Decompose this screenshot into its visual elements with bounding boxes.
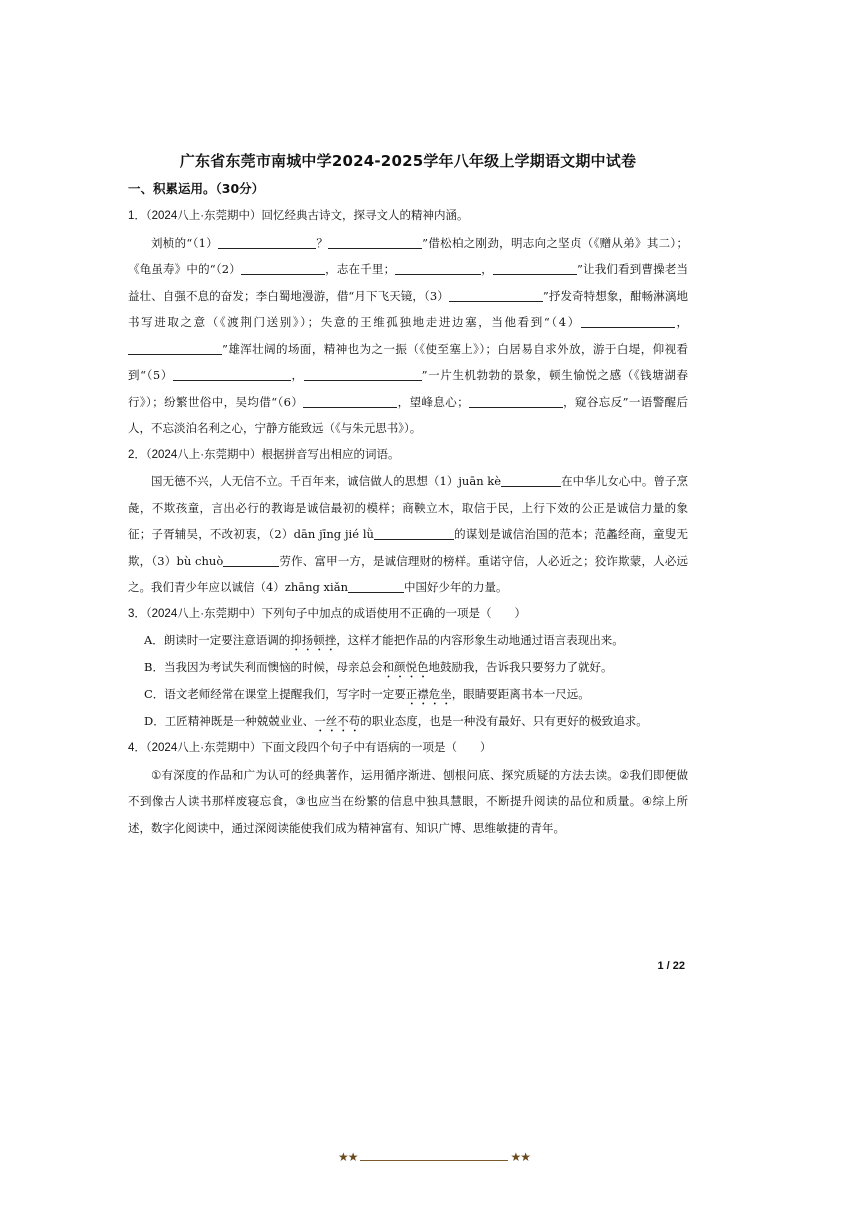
answer-blank[interactable] bbox=[501, 472, 561, 487]
text: ？ bbox=[316, 235, 329, 250]
text: 中国好少年的力量。 bbox=[404, 580, 508, 594]
answer-blank[interactable] bbox=[304, 366, 422, 381]
option-c[interactable] bbox=[128, 681, 688, 708]
question-4 bbox=[128, 735, 688, 841]
text: B．当我因为考试失利而懊恼的时候，母亲总会 bbox=[144, 660, 383, 674]
star-icon: ★★ bbox=[338, 1150, 358, 1164]
text: C．语文老师经常在课堂上提醒我们，写字时一定要 bbox=[144, 687, 406, 701]
text: ”雄浑壮阔的场面，精神也为之一振（《使至塞上》）；白居易自求外放，游于白堤，仰视看到“（5） bbox=[128, 341, 688, 382]
page-number: 1 / 22 bbox=[657, 960, 685, 972]
text: ，窥谷忘反”一语警醒后人，不忘淡泊名利之心，宁静方能致远（《与朱元思书》）。 bbox=[128, 394, 688, 435]
text: D．工匠精神既是一种兢兢业业、 bbox=[144, 714, 315, 728]
dotted-idiom: 和颜悦色 bbox=[382, 660, 429, 674]
circled-number: ③ bbox=[295, 794, 307, 808]
text: 的职业态度，也是一种没有最好、只有更好的极致追求。 bbox=[360, 714, 648, 728]
text: ，这样才能把作品的内容形象生动地通过语言表现出来。 bbox=[336, 633, 624, 647]
text: ， bbox=[290, 368, 304, 382]
answer-blank[interactable] bbox=[223, 552, 279, 567]
exam-title: 广东省东莞市南城中学2024-2025学年八年级上学期语文期中试卷 bbox=[179, 152, 637, 170]
star-icon: ★★ bbox=[510, 1150, 530, 1164]
text: 刘桢的“（1） bbox=[151, 235, 219, 250]
question-3 bbox=[128, 601, 688, 736]
question-3-head: 3．（2024八上·东莞期中）下列句子中加点的成语使用不正确的一项是（ ） bbox=[128, 607, 527, 620]
sentence: 我们即便做不到像古人读书那样废寝忘食， bbox=[128, 767, 689, 808]
sentence: 有深度的作品和广为认可的经典著作，运用循序渐进、刨根问底、探究质疑的方法去读。 bbox=[161, 767, 620, 782]
answer-blank[interactable] bbox=[581, 313, 675, 328]
text: ”一片生机勃勃的景象，顿生愉悦之感（《钱塘湖春行》）；纷繁世俗中，吴均借“（6） bbox=[128, 368, 688, 409]
question-2-head: 2．（2024八上·东莞期中）根据拼音写出相应的词语。 bbox=[128, 448, 400, 461]
text: 地鼓励我，告诉我只要努力了就好。 bbox=[428, 660, 613, 674]
option-d[interactable] bbox=[128, 708, 688, 735]
dotted-idiom: 一丝不苟 bbox=[314, 714, 361, 728]
answer-blank[interactable] bbox=[128, 340, 222, 355]
answer-blank[interactable] bbox=[173, 366, 291, 381]
answer-blank[interactable] bbox=[395, 260, 481, 275]
text: A．朗读时一定要注意语调的 bbox=[144, 633, 291, 647]
dotted-idiom: 正襟危坐 bbox=[405, 687, 452, 701]
answer-blank[interactable] bbox=[241, 260, 325, 275]
question-2 bbox=[128, 442, 688, 601]
question-4-head: 4．（2024八上·东莞期中）下面文段四个句子中有语病的一项是（ ） bbox=[128, 742, 492, 754]
answer-blank[interactable] bbox=[493, 260, 577, 275]
text: 在中华儿女心中。曾子烹彘，不欺孩童，言出必行的教诲是诚信最初的模样；商鞅立木，取信于民，上行下效的公正是诚信力量的象征；子胥辅吴，不改初衷，（2）dān jīng jié lǜ bbox=[128, 474, 689, 541]
text: ，望峰息心； bbox=[397, 394, 469, 409]
question-2-body bbox=[128, 468, 688, 601]
answer-blank[interactable] bbox=[303, 393, 397, 408]
dotted-idiom: 抑扬顿挫 bbox=[290, 633, 337, 647]
circled-number: ② bbox=[619, 767, 630, 782]
option-b[interactable] bbox=[128, 654, 688, 681]
text: ”让我们看到曹操老当益壮、自强不息的奋发；李白蜀地漫游，借“月下飞天镜，（3） bbox=[128, 262, 689, 303]
answer-blank[interactable] bbox=[449, 287, 543, 302]
text: ，志在千里； bbox=[324, 262, 396, 276]
answer-blank[interactable] bbox=[469, 393, 563, 408]
exam-page bbox=[128, 150, 688, 841]
question-1-head: 1．（2024八上·东莞期中）回忆经典古诗文，探寻文人的精神内涵。 bbox=[128, 210, 469, 222]
text: 劳作、富甲一方，是诚信理财的榜样。重诺守信，人必近之；狡诈欺蒙，人必远之。我们青少年应以诚信（4）zhāng xiǎn bbox=[128, 553, 689, 594]
footer-ornament bbox=[338, 1150, 530, 1170]
text: ”借松柏之刚劲，明志向之坚贞（《赠从弟》其二）；《龟虽寿》中的“（2） bbox=[128, 235, 688, 276]
answer-blank[interactable] bbox=[328, 234, 422, 249]
text: 国无德不兴，人无信不立。千百年来，诚信做人的思想（1）juān kè bbox=[151, 474, 502, 488]
text: ， bbox=[481, 262, 493, 276]
text: ，眼睛要距离书本一尺远。 bbox=[451, 687, 590, 701]
answer-blank[interactable] bbox=[218, 234, 316, 249]
sentence: 也应当在纷繁的信息中独具慧眼，不断提升阅读的品位和质量。 bbox=[306, 794, 642, 808]
answer-blank[interactable] bbox=[374, 525, 454, 540]
footer-divider bbox=[360, 1160, 508, 1161]
sentence: 综上所述，数字化阅读中，通过深阅读能使我们成为精神富有、知识广博、思维敏捷的青年。 bbox=[128, 794, 689, 835]
section-heading: 一、积累运用。（30分） bbox=[128, 181, 265, 196]
circled-number: ① bbox=[151, 767, 162, 782]
text: 的谋划是诚信治国的范本；范蠡经商，童叟无欺，（3）bù chuò bbox=[128, 527, 688, 568]
question-1-body bbox=[128, 230, 688, 442]
answer-blank[interactable] bbox=[348, 578, 404, 593]
question-4-body bbox=[128, 762, 688, 842]
option-a[interactable] bbox=[128, 627, 688, 654]
text: ， bbox=[674, 315, 689, 329]
circled-number: ④ bbox=[641, 794, 653, 808]
text: ”抒发奇特想象，酣畅淋漓地书写进取之意（《渡荆门送别》）；失意的王维孤独地走进边塞，当他看到“（4） bbox=[128, 288, 688, 329]
question-1 bbox=[128, 203, 688, 442]
